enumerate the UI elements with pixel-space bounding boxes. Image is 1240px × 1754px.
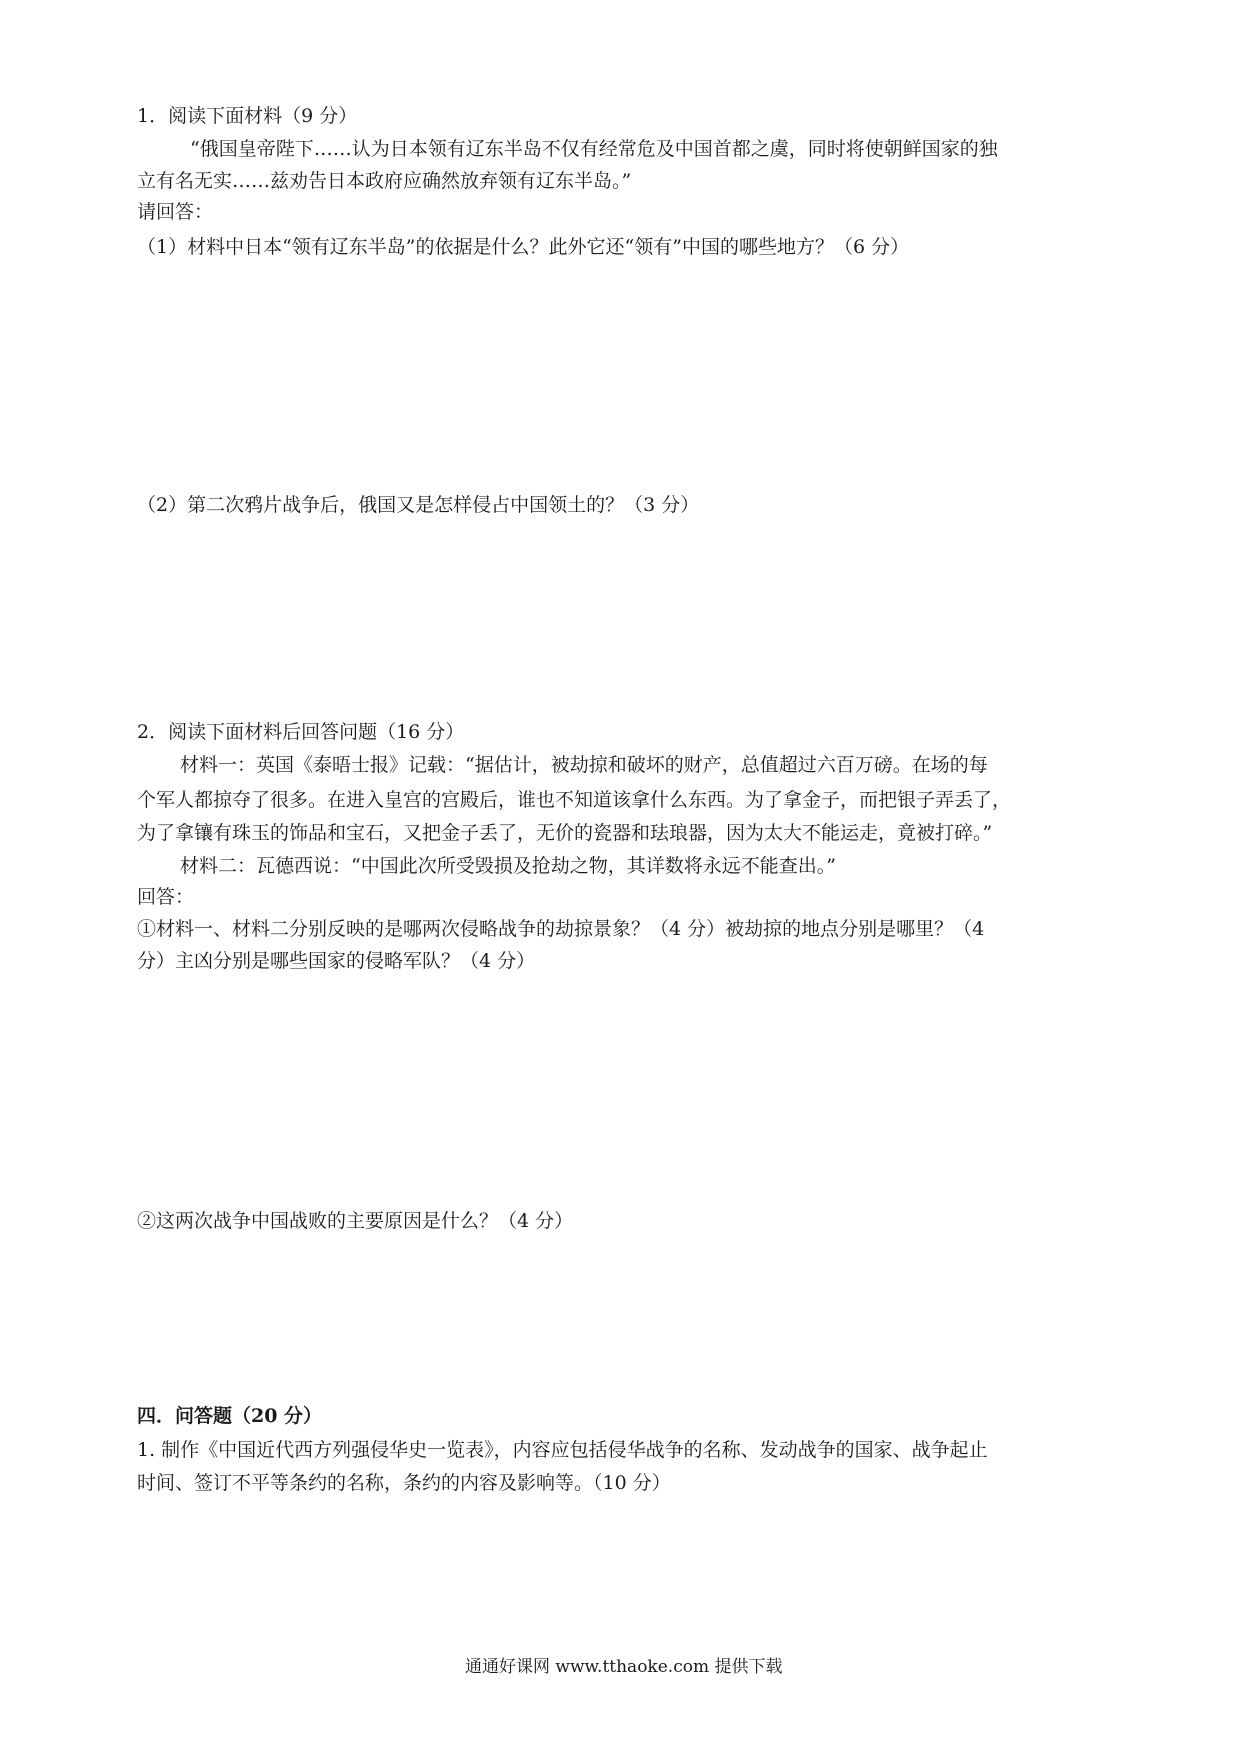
question-1-sub-2: （2）第二次鸦片战争后，俄国又是怎样侵占中国领土的？（3 分）: [137, 494, 700, 516]
page-footer: 通通好课网 www.tthaoke.com 提供下载: [465, 1657, 783, 1677]
question-2-material-1-line-3: 为了拿镶有珠玉的饰品和宝石，又把金子丢了，无价的瓷器和珐琅器，因为太大不能运走，竟被打碎。”: [137, 822, 993, 844]
section-4-heading: 四．问答题（20 分）: [137, 1405, 323, 1427]
question-1-material-line-2: 立有名无实……兹劝告日本政府应确然放弃领有辽东半岛。”: [137, 170, 632, 192]
question-2-sub-1-line-1: ①材料一、材料二分别反映的是哪两次侵略战争的劫掠景象？（4 分）被劫掠的地点分别是哪里？（4: [137, 918, 985, 940]
question-2-material-1-line-1: 材料一：英国《泰晤士报》记载：“据估计，被劫掠和破坏的财产，总值超过六百万磅。在场的每: [180, 754, 988, 776]
question-1-material-line-1: “俄国皇帝陛下……认为日本领有辽东半岛不仅有经常危及中国首都之虞，同时将使朝鲜国家的独: [190, 138, 998, 160]
question-2-material-2: 材料二：瓦德西说：“中国此次所受毁损及抢劫之物，其详数将永远不能查出。”: [180, 855, 836, 877]
question-2-sub-1-line-2: 分）主凶分别是哪些国家的侵略军队？（4 分）: [137, 950, 536, 972]
question-1-prompt: 请回答：: [137, 201, 214, 223]
question-2-prompt: 回答：: [137, 886, 195, 908]
question-1-title: 1．阅读下面材料（9 分）: [137, 105, 358, 127]
question-1-sub-1: （1）材料中日本“领有辽东半岛”的依据是什么？此外它还“领有”中国的哪些地方？（6 分）: [137, 236, 910, 258]
question-2-title: 2．阅读下面材料后回答问题（16 分）: [137, 721, 465, 743]
question-2-sub-2: ②这两次战争中国战败的主要原因是什么？（4 分）: [137, 1210, 574, 1232]
question-2-material-1-line-2: 个军人都掠夺了很多。在进入皇宫的宫殿后，谁也不知道该拿什么东西。为了拿金子，而把银子弄丢了，: [137, 789, 1012, 811]
section-4-question-1-line-2: 时间、签订不平等条约的名称，条约的内容及影响等。（10 分）: [137, 1472, 671, 1494]
section-4-question-1-line-1: 1. 制作《中国近代西方列强侵华史一览表》，内容应包括侵华战争的名称、发动战争的国家、战争起止: [137, 1439, 988, 1461]
